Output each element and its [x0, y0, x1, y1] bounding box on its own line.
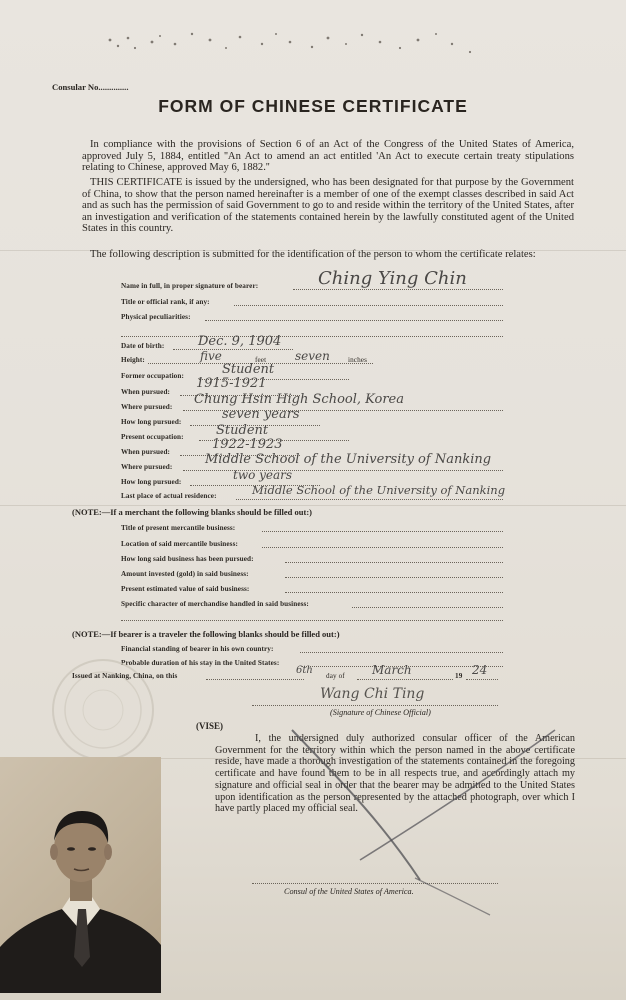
- physical-label: Physical peculiarities:: [121, 313, 191, 321]
- vise-label: (VISE): [196, 721, 224, 731]
- where-pursued-label-2: Where pursued:: [121, 463, 173, 471]
- last-residence-value: Middle School of the University of Nanking: [252, 483, 506, 497]
- how-long-value: seven years: [222, 407, 300, 422]
- merchant-note: (NOTE:—If a merchant the following blanks should be filled out:): [72, 507, 312, 517]
- stay-duration-label: Probable duration of his stay in the United States:: [121, 659, 280, 667]
- page-title: FORM OF CHINESE CERTIFICATE: [158, 96, 468, 116]
- financial-standing-label: Financial standing of bearer in his own country:: [121, 645, 274, 653]
- issued-year-prefix: 19: [455, 672, 463, 680]
- height-label: Height:: [121, 356, 145, 364]
- mercantile-location-label: Location of said mercantile business:: [121, 540, 238, 548]
- present-occupation-value: Student: [216, 423, 269, 438]
- business-duration-label: How long said business has been pursued:: [121, 555, 254, 563]
- merchandise-character-label: Specific character of merchandise handled in said business:: [121, 600, 309, 608]
- intro-paragraph-certificate: THIS CERTIFICATE is issued by the undersigned, who has been designated for that purpose by the Government of China, to show that the person named hereinafter is a member of one of the exempt classes described in said Act and as such has the permission of said Government to go to and reside within the territory of the United States, after an investigation and verification of the statements contained herein by the lawfully constituted agent of the United States in this country.: [82, 177, 574, 235]
- bearer-photograph: [0, 757, 161, 993]
- when-pursued-label: When pursued:: [121, 388, 171, 396]
- where-pursued-label: Where pursued:: [121, 403, 173, 411]
- last-residence-label: Last place of actual residence:: [121, 492, 217, 500]
- dob-value: Dec. 9, 1904: [198, 334, 282, 349]
- when-pursued-value: 1915-1921: [196, 376, 267, 391]
- present-occupation-label: Present occupation:: [121, 433, 184, 441]
- height-feet-word: feet: [255, 356, 267, 364]
- amount-invested-label: Amount invested (gold) in said business:: [121, 570, 249, 578]
- how-long-label: How long pursued:: [121, 418, 182, 426]
- issued-year-value: 24: [472, 663, 488, 677]
- consul-caption: Consul of the United States of America.: [284, 887, 414, 896]
- how-long-label-2: How long pursued:: [121, 478, 182, 486]
- where-pursued-value: Chung Hsin High School, Korea: [194, 392, 404, 407]
- traveler-note: (NOTE:—If bearer is a traveler the following blanks should be filled out:): [72, 629, 340, 639]
- bearer-portrait-icon: [0, 757, 161, 993]
- height-inches-value: seven: [295, 349, 330, 363]
- mercantile-title-label: Title of present mercantile business:: [121, 524, 236, 532]
- issued-month-value: March: [372, 663, 412, 677]
- height-feet-value: five: [200, 349, 222, 363]
- official-signature-caption: (Signature of Chinese Official): [330, 708, 431, 717]
- name-value: Ching Ying Chin: [318, 268, 467, 289]
- name-label: Name in full, in proper signature of bearer:: [121, 282, 259, 290]
- vise-statement: I, the undersigned duly authorized consular officer of the American Government for the territory within which the person named in the above certificate reside, have made a thorough investigation of the statements contained in the foregoing certificate and have found them to be in all respects true, and accordingly attach my signature and official seal in order that the bearer may be admitted to the United States upon identification as the person represented by the attached photograph, over which I have partly placed my official seal.: [215, 733, 575, 815]
- title-label: Title or official rank, if any:: [121, 298, 210, 306]
- official-signature: Wang Chi Ting: [320, 686, 425, 702]
- intro-paragraph-compliance: In compliance with the provisions of Section 6 of an Act of the Congress of the United States of America, approved July 5, 1884, entitled ''An Act to amend an act entitled 'An Act to execute certain treaty stipulations relating to Chinese, approved May 6, 1882.'': [82, 139, 574, 174]
- height-inches-word: inches: [348, 356, 367, 364]
- consular-number: Consular No..............: [52, 82, 129, 92]
- issued-day-value: 6th: [296, 665, 313, 676]
- issued-day-of: day of: [326, 672, 345, 680]
- former-occupation-label: Former occupation:: [121, 372, 184, 380]
- when-pursued-label-2: When pursued:: [121, 448, 171, 456]
- dob-label: Date of birth:: [121, 342, 165, 350]
- intro-paragraph-description: The following description is submitted for the identification of the person to whom the certificate relates:: [90, 249, 536, 260]
- how-long-value-2: two years: [233, 468, 293, 482]
- issued-at-label: Issued at Nanking, China, on this: [72, 672, 178, 680]
- estimated-value-label: Present estimated value of said business:: [121, 585, 250, 593]
- former-occupation-value: Student: [222, 362, 275, 377]
- when-pursued-value-2: 1922-1923: [212, 437, 283, 452]
- where-pursued-value-2: Middle School of the University of Nanking: [205, 452, 492, 467]
